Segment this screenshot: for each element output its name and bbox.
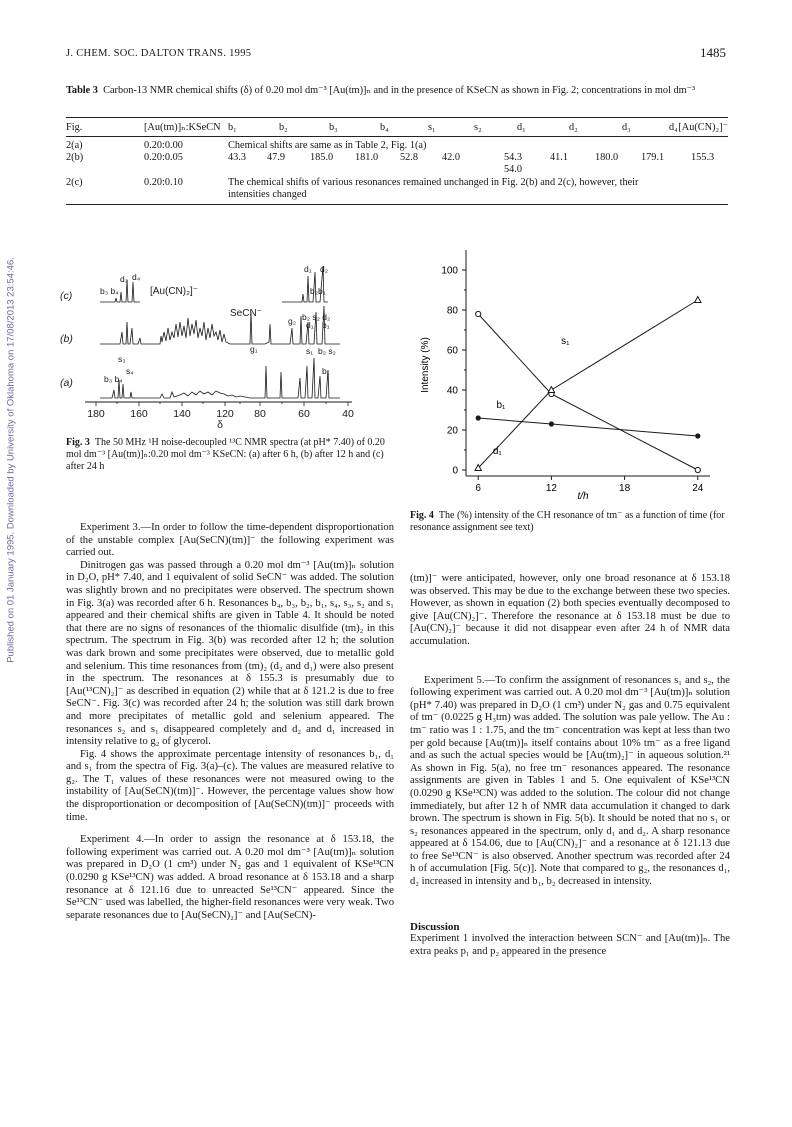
fig4-ylabel: Intensity (%): [420, 337, 431, 393]
series-point: [695, 467, 700, 472]
label-g2-b: g₂: [288, 316, 297, 326]
row-b-s2: 42.0: [442, 152, 461, 163]
fig4-caption-text: The (%) intensity of the CH resonance of tm⁻ as a function of time (for resonance assignment see text): [410, 510, 725, 533]
row-b-d3: 180.0: [595, 152, 619, 163]
label-b3b4-a: b₃ b₄: [104, 374, 123, 384]
spectra-traces: [100, 266, 340, 398]
para-exp4-cont: (tm)]⁻ were anticipated, however, only one broad resonance at δ 153.18 was observed. This may be due to the exchange between these two species. However, as shown in equation (2) both species eventually decomposed to give [Au(CN)₂]⁻. Therefore the resonance at δ 153.18 must be due to [Au(CN)₂]⁻ because it did not disappear even after 24 h of NMR data accumulation.: [410, 573, 730, 647]
tick-180: 180: [87, 408, 105, 420]
label-s1-b: s₁: [306, 346, 314, 356]
table-header-rule: [66, 136, 728, 137]
label-b2s2d2: b₂ s₂ d₂: [302, 312, 331, 322]
row-b-fig: 2(b): [66, 152, 84, 163]
row-c-ratio: 0.20:0.10: [144, 177, 183, 188]
y-tick-label: 0: [452, 465, 458, 477]
y-tick-label: 80: [446, 305, 458, 317]
label-s3: s₃: [118, 354, 126, 364]
label-b2b1: b₂b₁: [310, 286, 326, 296]
spectra-tick-labels: [87, 408, 354, 430]
para-exp5: Experiment 5.—To confirm the assignment of resonances s₁ and s₂, the following experiment was carried out. A 0.20 mol dm⁻³ [Au(tm)]ₙ solution (pH* 7.40) was prepared in D₂O (1 cm³) under N₂ gas and 0.75 equivalent of tm⁻ (0.0225 g H₃tm) was added. The solution was pale yellow. The Au : tm⁻ ratio was 1 : 1.75, and the tm⁻ concentration was kept at less than two per gold because [Au(tm)]ₙ itself contains about 10% tm⁻ as a free ligand and as such the actual species would be [Au(tm)₂]⁻ in aqueous solution.²¹ As shown in Fig. 5(a), no free tm⁻ resonances appeared. The resonance assignments are given in Tables 1 and 5. One equivalent of KSe¹³CN (0.0290 g KSe¹³CN) was added to the solution. The colour did not change immediately, but after 12 h of NMR data accumulation it changed to dark brown. The spectrum is shown in Fig. 5(b). It should be noted that no s₁ or s₂ resonances appeared in the spectrum, only d₁ and d₂. A sharp resonance appeared at δ 154.06, due to [Au(CN)₂]⁻ and a resonance at δ 121.13 due to free Se¹³CN⁻ is also observed. Another spectrum was recorded after 24 h of accumulation [Fig. 5(c)]. Note that compared to g₂, the resonances d₁, d₂ increased in intensity and b₁, b₂ decreased in intensity.: [410, 674, 730, 888]
trace-a: [100, 358, 340, 398]
row-b-d1: 54.3: [504, 152, 523, 163]
series-label: s₁: [561, 336, 570, 347]
series-point: [476, 311, 481, 316]
para-exp3-detail: Dinitrogen gas was passed through a 0.20 mol dm⁻³ [Au(tm)]ₙ solution in D₂O, pH* 7.40, and 1 equivalent of solid SeCN⁻ was added. The solution was slightly brown and no precipitates were observed. The spectrum shown in Fig. 3(a) was recorded after 6 h. Resonances b₄, b₃, b₂, b₁, s₄, s₃, s₂ and s₁ appeared and their chemical shifts are given in Table 4. It should be noted that there are no signs of resonances of the thiomalic disulfide (tm)₂ in this spectrum. The spectrum in Fig. 3(b) was recorded after 12 h; the solution was dark brown and some precipitates were observed, due to metallic gold and selenium. This time resonances from (tm)₂ (d₂ and d₁) were also present in the spectrum. The resonances at δ 155.3 is presumably due to [Au(¹³CN)₂]⁻ as described in equation (2) while that at δ 121.2 is due to free SeCN⁻. Fig. 3(c) was recorded after 24 h; the solution was still dark brown and more precipitates of metallic gold and selenium appeared. The resonances s₂ and s₁ disappeared completely and d₂ and d₁ increased in intensity relative to g₂ of glycerol.: [66, 559, 394, 748]
col-ratio: [Au(tm)]ₙ:KSeCN: [144, 122, 221, 133]
spectra-ticks: [96, 402, 348, 406]
fig4-chart: [410, 240, 732, 512]
col-d4: d₄: [669, 122, 678, 133]
label-d3: d₃: [120, 274, 129, 284]
para-fig4: Fig. 4 shows the approximate percentage intensity of resonances b₁, d₁ and s₁ from the spectra of Fig. 3(a)–(c). The values are measured relative to g₂. The T₁ values of these resonances were not measured owing to the instability of [Au(SeCN)(tm)]⁻. However, the percentage values show how the disproportionation or decomposition of [Au(SeCN)(tm)]⁻ proceeds with time.: [66, 748, 394, 823]
col-d1: d₁: [517, 122, 526, 133]
col-b1: b₁: [228, 122, 237, 133]
col-d3: d₃: [622, 122, 631, 133]
label-d1-b: d₁: [306, 320, 314, 330]
col-s2: s₂: [474, 122, 482, 133]
label-b1-a: b₁: [322, 366, 330, 376]
row-b-d1-extra: 54.0: [504, 164, 523, 175]
tick-60: 60: [298, 408, 310, 420]
journal-header: J. CHEM. SOC. DALTON TRANS. 1995: [66, 48, 252, 59]
row-b-d2: 41.1: [550, 152, 569, 163]
tick-140: 140: [173, 408, 191, 420]
table-top-rule: [66, 117, 728, 118]
tick-120: 120: [216, 408, 234, 420]
fig4-caption: [410, 510, 730, 534]
left-column: [66, 522, 394, 922]
series-label: d₁: [492, 446, 502, 457]
series-point: [695, 433, 700, 438]
fig3-caption-text: The 50 MHz ¹H noise-decoupled ¹³C NMR spectra (at pH* 7.40) of 0.20 mol dm⁻³ [Au(tm)]ₙ:0.20 mol dm⁻³ KSeCN: (a) after 6 h, (b) after 12 h and (c) after 24 h: [66, 437, 385, 472]
row-a-fig: 2(a): [66, 140, 83, 151]
series-point: [548, 387, 554, 393]
para-exp3: Experiment 3.—In order to follow the time-dependent disproportionation of the unstable complex [Au(SeCN)(tm)]⁻ the following experiment was carried out.: [66, 522, 394, 559]
label-d2-c: d₂: [320, 264, 329, 274]
spectra-peak-labels: [60, 264, 336, 389]
col-b3: b₃: [329, 122, 338, 133]
x-tick-label: 24: [692, 483, 704, 494]
row-b-aucn: 155.3: [691, 152, 715, 163]
y-tick-label: 20: [446, 425, 458, 437]
side-note: Published on 01 January 1995. Downloaded by University of Oklahoma on 17/08/2013 23:54:46.: [5, 257, 17, 663]
row-a-ratio: 0.20:0.00: [144, 140, 183, 151]
row-c-note-1: The chemical shifts of various resonances remained unchanged in Fig. 2(b) and 2(c), however, their: [228, 177, 639, 188]
fig4-xlabel: t/h: [577, 491, 589, 502]
fig4-caption-label: Fig. 4: [410, 510, 434, 521]
y-tick-label: 100: [441, 265, 458, 277]
label-b2s2: b₂ s₂: [318, 346, 336, 356]
page-number: 1485: [700, 45, 726, 60]
row-a-note: Chemical shifts are same as in Table 2, Fig. 1(a): [228, 140, 427, 151]
label-s4: s₄: [126, 366, 134, 376]
para-discussion: Experiment 1 involved the interaction between SCN⁻ and [Au(tm)]ₙ. The extra peaks p₁ and p₂ appeared in the presence: [410, 933, 730, 957]
label-b1-b: b₁: [322, 320, 330, 330]
x-tick-label: 18: [619, 483, 631, 494]
col-s1: s₁: [428, 122, 436, 133]
label-g1: g₁: [250, 344, 258, 354]
tick-80: 80: [254, 408, 266, 420]
series-point: [695, 297, 701, 303]
label-a: (a): [60, 377, 73, 389]
series-line: [478, 314, 698, 470]
tick-40: 40: [342, 408, 354, 420]
x-tick-label: 12: [545, 483, 557, 494]
col-fig: Fig.: [66, 122, 83, 133]
row-b-b4: 181.0: [355, 152, 379, 163]
series-point: [549, 421, 554, 426]
row-b-d4: 179.1: [641, 152, 665, 163]
row-b-b2: 47.9: [267, 152, 286, 163]
series-label: b₁: [496, 400, 506, 411]
y-tick-label: 60: [446, 345, 458, 357]
label-d4: d₄: [132, 272, 141, 282]
fig4-axes: [441, 250, 710, 494]
label-d1-c: d₁: [304, 264, 312, 274]
row-c-fig: 2(c): [66, 177, 83, 188]
fig3-caption: [66, 437, 394, 473]
label-aucn: [Au(CN)₂]⁻: [150, 286, 199, 297]
fig3-caption-label: Fig. 3: [66, 437, 90, 448]
label-secn: SeCN⁻: [230, 308, 262, 319]
discussion-heading: Discussion: [410, 920, 460, 933]
right-column: [410, 573, 730, 958]
row-b-b3: 185.0: [310, 152, 334, 163]
label-b3b4: b₃ b₄: [100, 286, 119, 296]
row-b-s1: 52.8: [400, 152, 419, 163]
para-exp4: Experiment 4.—In order to assign the resonance at δ 153.18, the following experiment was carried out. A 0.20 mol dm⁻³ [Au(tm)]ₙ solution was prepared in D₂O (1 cm³) under N₂ gas and 1 equivalent of KSe¹³CN (0.0290 g KSe¹³CN) was added. A broad resonance at δ 153.18 and a sharp resonance at δ 121.16 due to unreacted Se¹³CN⁻ appeared. Since the Se¹³CN⁻ used was labelled, the higher-field resonances were very weak. Two separate resonances due to [Au(SeCN)₂]⁻ and [Au(SeCN)-: [66, 834, 394, 921]
row-b-b1: 43.3: [228, 152, 247, 163]
col-b2: b₂: [279, 122, 288, 133]
fig3-spectra: [60, 262, 405, 430]
row-b-ratio: 0.20:0.05: [144, 152, 183, 163]
table-bottom-rule: [66, 204, 728, 205]
table3-label: Table 3: [66, 85, 98, 96]
series-line: [478, 300, 698, 468]
series-point: [476, 415, 481, 420]
col-d2: d₂: [569, 122, 578, 133]
spectra-xlabel: δ: [217, 419, 223, 430]
table3-caption-text: Carbon-13 NMR chemical shifts (δ) of 0.20 mol dm⁻³ [Au(tm)]ₙ and in the presence of KSeCN as shown in Fig. 2; concentrations in mol dm⁻³: [103, 85, 696, 96]
table3-caption: [66, 85, 728, 97]
y-tick-label: 40: [446, 385, 458, 397]
x-tick-label: 6: [475, 483, 481, 494]
row-c-note-2: intensities changed: [228, 189, 307, 200]
tick-160: 160: [130, 408, 148, 420]
col-b4: b₄: [380, 122, 389, 133]
label-c: (c): [60, 290, 73, 302]
col-aucn: [Au(CN)₂]⁻: [678, 122, 728, 133]
label-b: (b): [60, 333, 73, 345]
fig4-series: [475, 297, 701, 473]
